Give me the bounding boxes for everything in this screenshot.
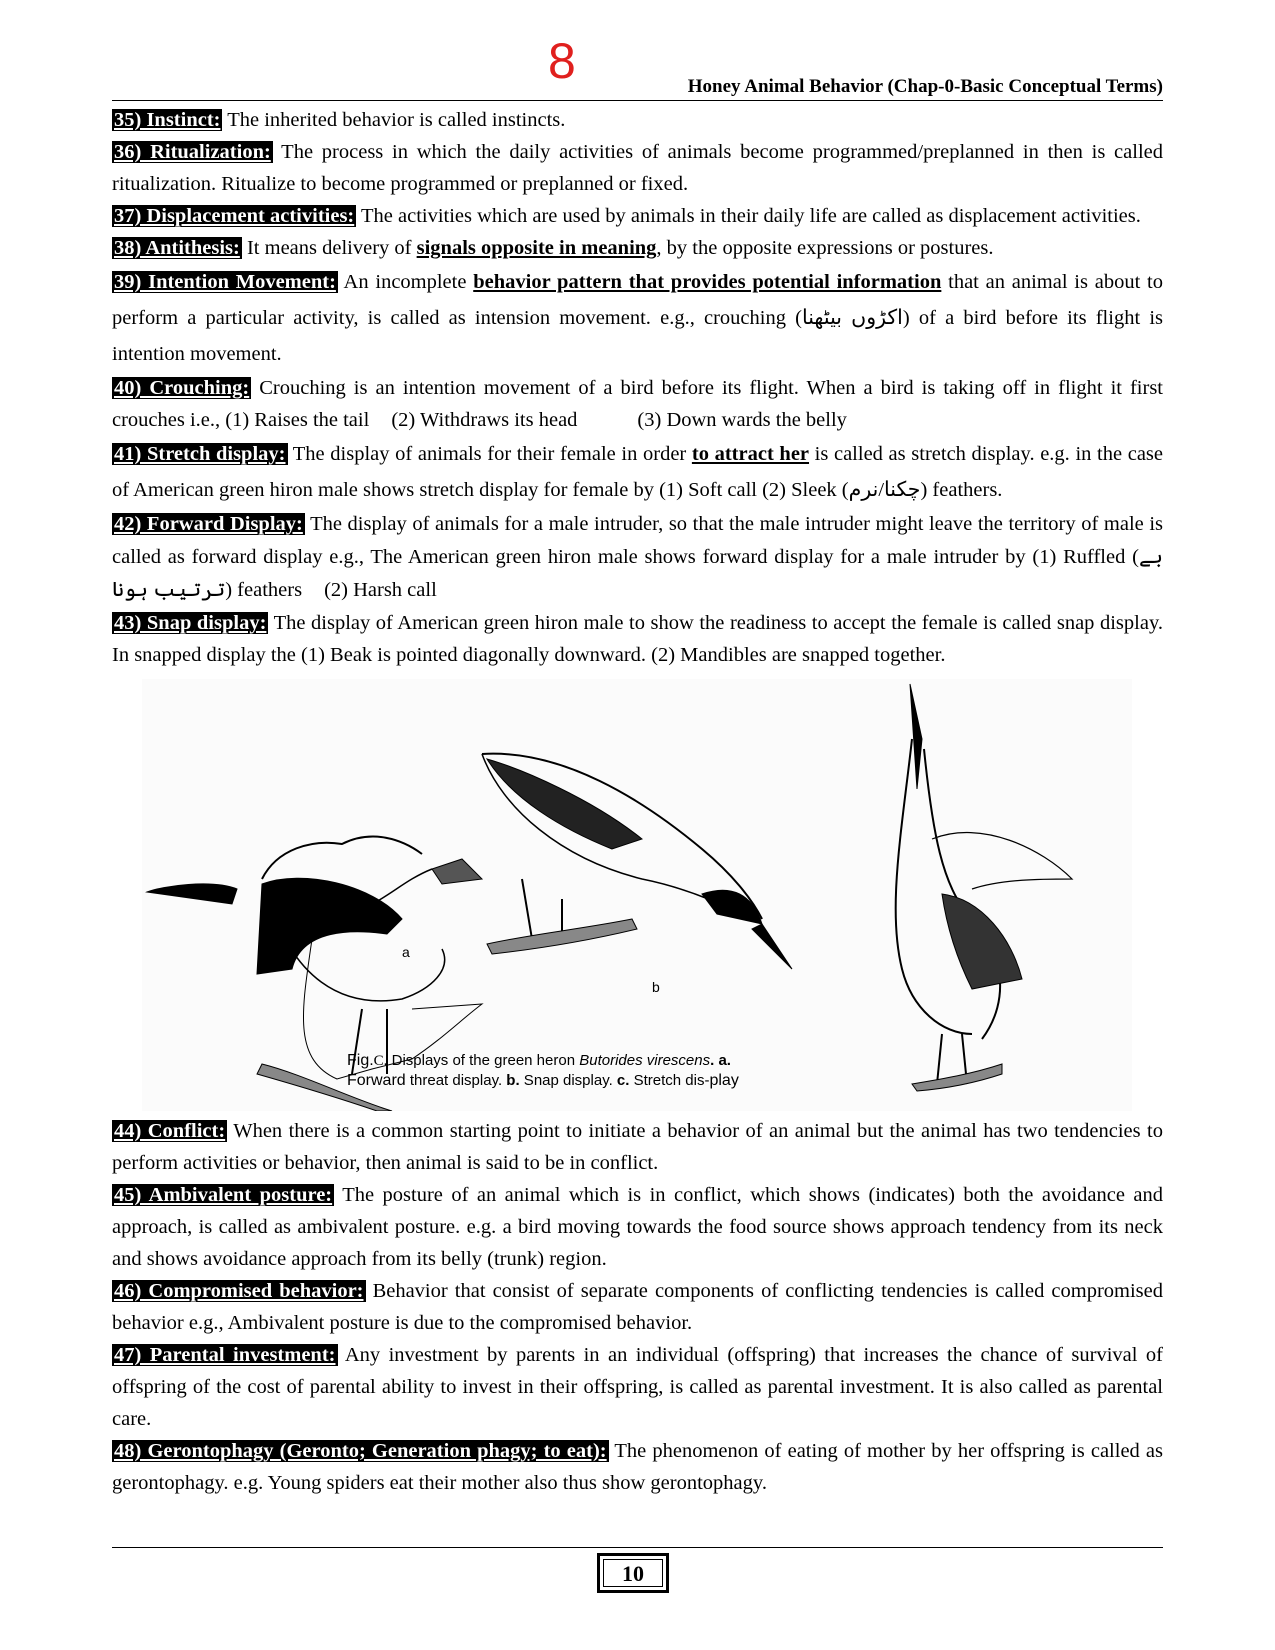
label-a: a — [402, 944, 410, 960]
item-40 — [112, 372, 1163, 436]
content — [112, 104, 1163, 1499]
footer-rule — [112, 1547, 1163, 1548]
definition-cont: that an animal is about to perform a particular activity, is called as intension movement. e.g., crouching (اکڑوں بیٹھنا) of a bird before its flight is intention movement. — [112, 271, 1163, 365]
item-41 — [112, 436, 1163, 508]
item-39 — [112, 264, 1163, 372]
item-43 — [112, 607, 1163, 671]
definition: The posture of an animal which is in conflict, which shows (indicates) both the avoidance and approach, is called as ambivalent posture. e.g. a bird moving towards the food source shows approach tendency from its neck and shows avoidance approach from its belly (trunk) region. — [112, 1184, 1163, 1270]
definition: The display of animals for their female in order — [287, 443, 692, 465]
item-45 — [112, 1179, 1163, 1275]
item-35 — [112, 104, 1163, 136]
term-label: 36) Ritualization: — [114, 141, 271, 163]
definition: An incomplete — [337, 271, 474, 293]
header-rule — [112, 100, 1163, 101]
term-label: 43) Snap display: — [114, 612, 267, 634]
term-label: 39) Intention Movement: — [114, 271, 336, 293]
label-b: b — [652, 979, 660, 995]
item-38 — [112, 232, 1163, 264]
definition: Crouching is an intention movement of a bird before its flight. When a bird is taking off in flight it first crouches i.e., (1) Raises the tail — [112, 377, 1164, 431]
definition: The display of animals for a male intruder, so that the male intruder might leave the territory of male is called as forward display e.g., The American green hiron male shows forward display for a male intruder by (1) Ruffled (بے ترتیب ہونا) feathers — [112, 513, 1164, 601]
caption-fig: Fig. — [347, 1052, 374, 1069]
figure-caption — [347, 1051, 739, 1091]
definition: The display of American green hiron male to show the readiness to accept the female is called snap display. In snapped display the (1) Beak is pointed diagonally downward. (2) Mandibles are snapped together. — [112, 612, 1163, 666]
page-number: 10 — [603, 1559, 663, 1587]
caption-b: b. — [506, 1072, 520, 1089]
header-title: Honey Animal Behavior (Chap-0-Basic Conceptual Terms) — [687, 76, 1163, 97]
caption-snap: Snap display. — [519, 1072, 617, 1089]
caption-letter: C. — [373, 1053, 388, 1069]
term-label: 47) Parental investment: — [114, 1344, 336, 1366]
item-47 — [112, 1339, 1163, 1435]
definition-part2: (2) Harsh call — [324, 579, 437, 601]
term-label: 46) Compromised behavior: — [114, 1280, 364, 1302]
page-number-box — [597, 1553, 669, 1593]
definition: When there is a common starting point to initiate a behavior of an animal but the animal has two tendencies to perform activities or behavior, then animal is said to be in conflict. — [112, 1120, 1163, 1174]
term-label: 48) Gerontophagy (Geronto; Generation phagy; to eat): — [114, 1440, 607, 1462]
definition: The inherited behavior is called instincts. — [222, 109, 566, 131]
caption-line2: threat display. — [405, 1072, 507, 1089]
heron-c-drawing — [896, 684, 1072, 1091]
item-42 — [112, 508, 1163, 607]
definition: The process in which the daily activities of animals become programmed/preplanned in then is called ritualization. Ritualize to become programmed or preplanned or fixed. — [112, 141, 1163, 195]
term-label: 45) Ambivalent posture: — [114, 1184, 333, 1206]
definition: Behavior that consist of separate components of conflicting tendencies is called compromised behavior e.g., Ambivalent posture is due to the compromised behavior. — [112, 1280, 1163, 1334]
chapter-number: 8 — [548, 33, 576, 89]
caption-line1: Displays of the green heron — [387, 1052, 580, 1069]
term-label: 41) Stretch display: — [114, 443, 286, 465]
caption-play: play — [709, 1072, 739, 1089]
definition: It means delivery of — [241, 237, 417, 259]
definition: The activities which are used by animals in their daily life are called as displacement activities. — [356, 205, 1141, 227]
term-label: 37) Displacement activities: — [114, 205, 355, 227]
term-label: 35) Instinct: — [114, 109, 221, 131]
heron-illustration — [142, 679, 1132, 1111]
item-48 — [112, 1435, 1163, 1499]
term-label: 42) Forward Display: — [114, 513, 303, 535]
caption-forward: Forward — [347, 1072, 406, 1089]
heron-figure — [142, 679, 1132, 1111]
caption-species: Butorides virescens — [579, 1052, 711, 1069]
definition-part2: (2) Withdraws its head — [391, 409, 578, 431]
definition: Any investment by parents in an individual (offspring) that increases the chance of survival of offspring of the cost of parental ability to invest in their offspring, is called as parental investment. It is also called as parental care. — [112, 1344, 1163, 1430]
caption-a: . a. — [710, 1052, 731, 1069]
definition: The phenomenon of eating of mother by her offspring is called as gerontophagy. e.g. Young spiders eat their mother also thus show gerontophagy. — [112, 1440, 1163, 1494]
emphasis: signals opposite in meaning — [416, 237, 657, 259]
definition-cont: , by the opposite expressions or postures. — [656, 237, 994, 259]
emphasis: to attract her — [691, 443, 810, 465]
item-46 — [112, 1275, 1163, 1339]
item-36 — [112, 136, 1163, 200]
term-label: 44) Conflict: — [114, 1120, 226, 1142]
definition-cont: is called as stretch display. e.g. in the case of American green hiron male shows stretch display for female by (1) Soft call (2) Sleek (چکنا/نرم) feathers. — [112, 443, 1163, 501]
term-label: 40) Crouching: — [114, 377, 250, 399]
definition-part3: (3) Down wards the belly — [637, 409, 847, 431]
heron-b-drawing — [482, 754, 792, 995]
caption-c: c. — [616, 1072, 630, 1089]
item-37 — [112, 200, 1163, 232]
caption-stretch: Stretch dis- — [629, 1072, 710, 1089]
term-label: 38) Antithesis: — [114, 237, 240, 259]
item-44 — [112, 1115, 1163, 1179]
emphasis: behavior pattern that provides potential information — [473, 271, 942, 293]
